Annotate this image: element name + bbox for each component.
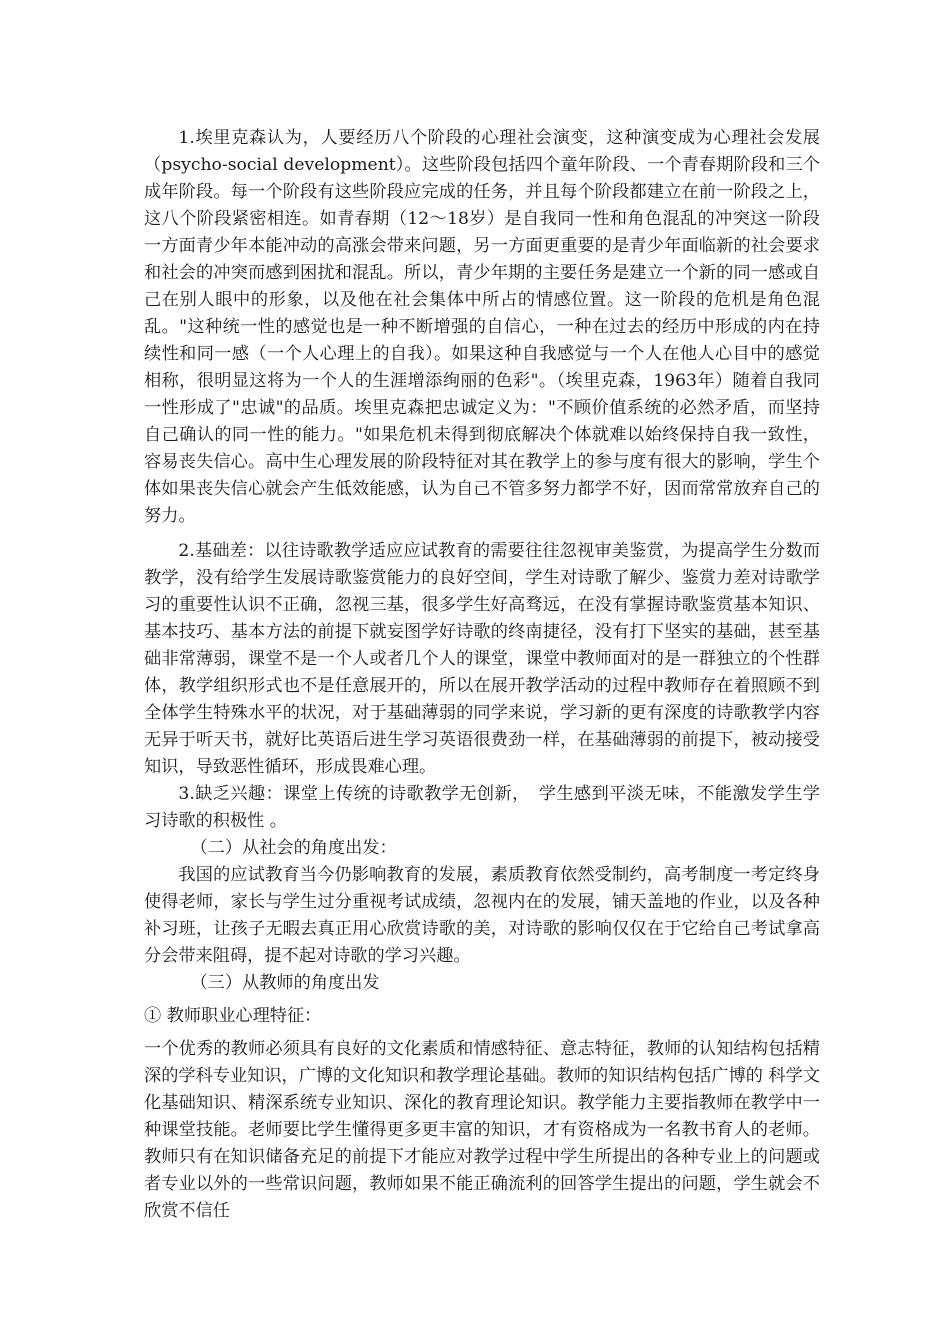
paragraph-teacher-qualities: 一个优秀的教师必须具有良好的文化素质和情感特征、意志特征，教师的认知结构包括精深的学科专业知识，广博的文化知识和教学理论基础。教师的知识结构包括广博的 科学文化基础知识、精深系统专业知识、深化的教育理论知识。教学能力主要指教师在教学中一种课堂技能。老师要比学生懂得更多更丰富的知识，才有资格成为一名教书育人的老师。教师只有在知识储备充足的前提下才能应对教学过程中学生所提出的各种专业上的问题或者专业以外的一些常识问题，教师如果不能正确流利的回答学生提出的问题，学生就会不欣赏不信任 <box>144 1039 820 1221</box>
paragraph-weak-foundation: 2.基础差：以往诗歌教学适应应试教育的需要往往忽视审美鉴赏，为提高学生分数而教学，没有给学生发展诗歌鉴赏能力的良好空间，学生对诗歌了解少、鉴赏力差对诗歌学习的重要性认识不正确，忽视三基，很多学生好高骛远，在没有掌握诗歌鉴赏基本知识、基本技巧、基本方法的前提下就妄图学好诗歌的终南捷径，没有打下坚实的基础，甚至基础非常薄弱，课堂不是一个人或者几个人的课堂，课堂中教师面对的是一群独立的个性群体，教学组织形式也不是任意展开的，所以在展开教学活动的过程中教师存在着照顾不到全体学生特殊水平的状况，对于基础薄弱的同学来说，学习新的更有深度的诗歌教学内容无异于听天书，就好比英语后进生学习英语很费劲一样，在基础薄弱的前提下，被动接受知识，导致恶性循环，形成畏难心理。 <box>144 541 820 777</box>
subheading-teacher-psychology: ① 教师职业心理特征： <box>144 1006 322 1026</box>
section-heading-society: （二）从社会的角度出发： <box>190 838 397 858</box>
document-page <box>144 125 820 1225</box>
paragraph-exam-education: 我国的应试教育当今仍影响教育的发展，素质教育依然受制约，高考制度一考定终身使得老师，家长与学生过分重视考试成绩，忽视内在的发展，铺天盖地的作业，以及各种补习班，让孩子无暇去真正用心欣赏诗歌的美，对诗歌的影响仅仅在于它给自己考试拿高分会带来阻碍，提不起对诗歌的学习兴趣。 <box>144 865 820 966</box>
paragraph-lack-of-interest: 3.缺乏兴趣：课堂上传统的诗歌教学无创新， 学生感到平淡无味，不能激发学生学习诗歌的积极性 。 <box>144 784 820 831</box>
paragraph-erikson-theory: 1.埃里克森认为，人要经历八个阶段的心理社会演变，这种演变成为心理社会发展（psycho-social development）。这些阶段包括四个童年阶段、一个青春期阶段和三个成年阶段。每一个阶段有这些阶段应完成的任务，并且每个阶段都建立在前一阶段之上，这八个阶段紧密相连。如青春期（12～18岁）是自我同一性和角色混乱的冲突这一阶段一方面青少年本能冲动的高涨会带来问题，另一方面更重要的是青少年面临新的社会要求和社会的冲突而感到困扰和混乱。所以，青少年期的主要任务是建立一个新的同一感或自己在别人眼中的形象，以及他在社会集体中所占的情感位置。这一阶段的危机是角色混乱。"这种统一性的感觉也是一种不断增强的自信心，一种在过去的经历中形成的内在持续性和同一感（一个人心理上的自我）。如果这种自我感觉与一个人在他人心目中的感觉相称，很明显这将为一个人的生涯增添绚丽的色彩"。（埃里克森，1963年）随着自我同一性形成了"忠诚"的品质。埃里克森把忠诚定义为："不顾价值系统的必然矛盾，而坚持自己确认的同一性的能力。"如果危机未得到彻底解决个体就难以始终保持自我一致性，容易丧失信心。高中生心理发展的阶段特征对其在教学上的参与度有很大的影响，学生个体如果丧失信心就会产生低效能感，认为自己不管多努力都学不好，因而常常放弃自己的努力。 <box>144 128 820 526</box>
section-heading-teacher: （三）从教师的角度出发 <box>190 973 380 993</box>
